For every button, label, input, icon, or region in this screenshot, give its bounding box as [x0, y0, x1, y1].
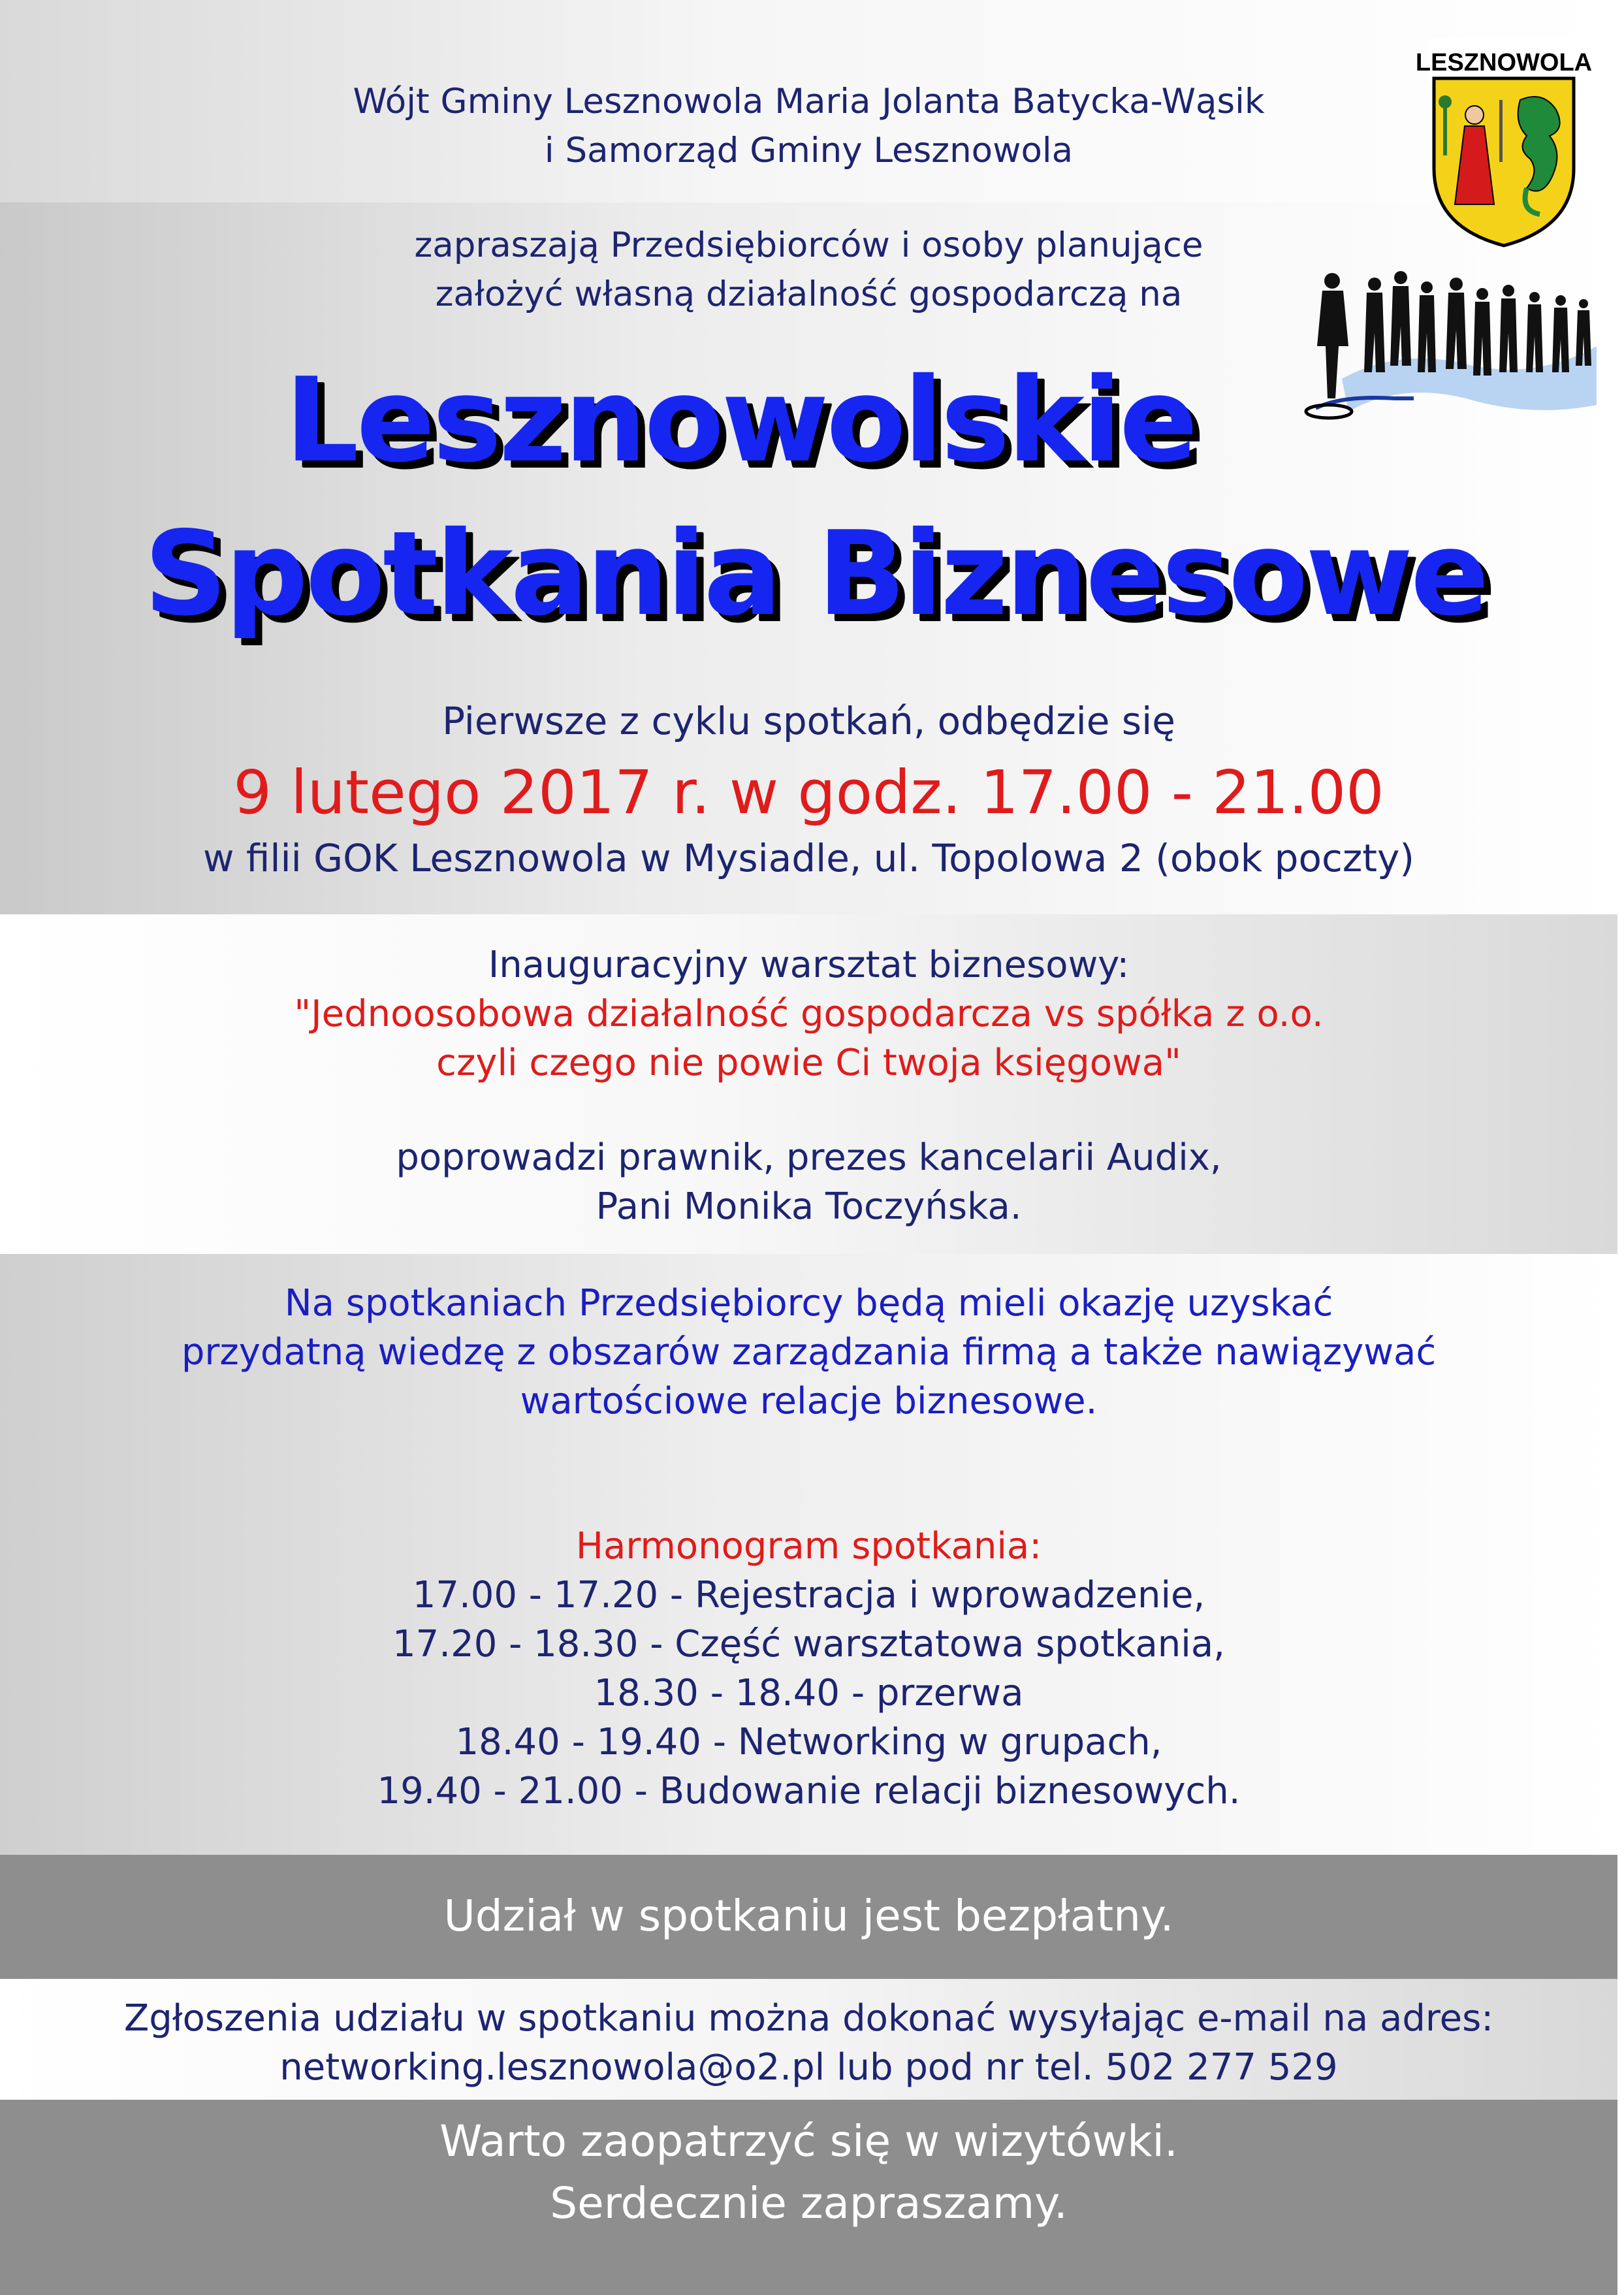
- free-participation: Udział w spotkaniu jest bezpłatny.: [443, 1891, 1174, 1941]
- closing-line-1: Warto zaopatrzyć się w wizytówki.: [439, 2116, 1178, 2166]
- closing-line-2: Serdecznie zapraszamy.: [550, 2178, 1068, 2228]
- schedule-item: 17.20 - 18.30 - Część warsztatowa spotkania,: [392, 1623, 1225, 1665]
- title-line-1: Lesznowolskie: [285, 353, 1196, 488]
- workshop-host-2: Pani Monika Toczyńska.: [596, 1185, 1022, 1228]
- schedule-item: 19.40 - 21.00 - Budowanie relacji biznesowych.: [377, 1770, 1241, 1812]
- contact-line-2: networking.lesznowola@o2.pl lub pod nr tel. 502 277 529: [279, 2046, 1338, 2089]
- benefits-line-3: wartościowe relacje biznesowe.: [520, 1380, 1098, 1422]
- invite-line-1: zapraszają Przedsiębiorców i osoby planujące: [414, 225, 1203, 265]
- benefits-line-1: Na spotkaniach Przedsiębiorcy będą mieli okazję uzyskać: [284, 1282, 1333, 1324]
- benefits-line-2: przydatną wiedzę z obszarów zarządzania firmą a także nawiązywać: [181, 1331, 1437, 1373]
- workshop-topic-1: "Jednoosobowa działalność gospodarcza vs spółka z o.o.: [294, 993, 1324, 1035]
- schedule-item: 18.30 - 18.40 - przerwa: [594, 1672, 1024, 1714]
- invite-line-2: założyć własną działalność gospodarczą na: [435, 274, 1183, 314]
- title-line-2: Spotkania Biznesowe: [144, 506, 1487, 641]
- schedule-item: 18.40 - 19.40 - Networking w grupach,: [455, 1721, 1162, 1763]
- schedule-item: 17.00 - 17.20 - Rejestracja i wprowadzenie,: [412, 1574, 1205, 1616]
- header-line-1: Wójt Gminy Lesznowola Maria Jolanta Batycka-Wąsik: [353, 82, 1265, 121]
- schedule-heading: Harmonogram spotkania:: [575, 1525, 1042, 1567]
- header-line-2: i Samorząd Gminy Lesznowola: [544, 131, 1074, 170]
- workshop-topic-2: czyli czego nie powie Ci twoja księgowa": [436, 1042, 1181, 1084]
- logo-text: LESZNOWOLA: [1415, 49, 1593, 76]
- contact-line-1: Zgłoszenia udziału w spotkaniu można dokonać wysyłając e-mail na adres:: [123, 1997, 1494, 2040]
- event-date: 9 lutego 2017 r. w godz. 17.00 - 21.00: [233, 758, 1384, 827]
- event-intro: Pierwsze z cyklu spotkań, odbędzie się: [442, 699, 1175, 743]
- workshop-label: Inauguracyjny warsztat biznesowy:: [488, 944, 1130, 986]
- workshop-host-1: poprowadzi prawnik, prezes kancelarii Audix,: [396, 1136, 1222, 1179]
- event-place: w filii GOK Lesznowola w Mysiadle, ul. Topolowa 2 (obok poczty): [203, 836, 1414, 880]
